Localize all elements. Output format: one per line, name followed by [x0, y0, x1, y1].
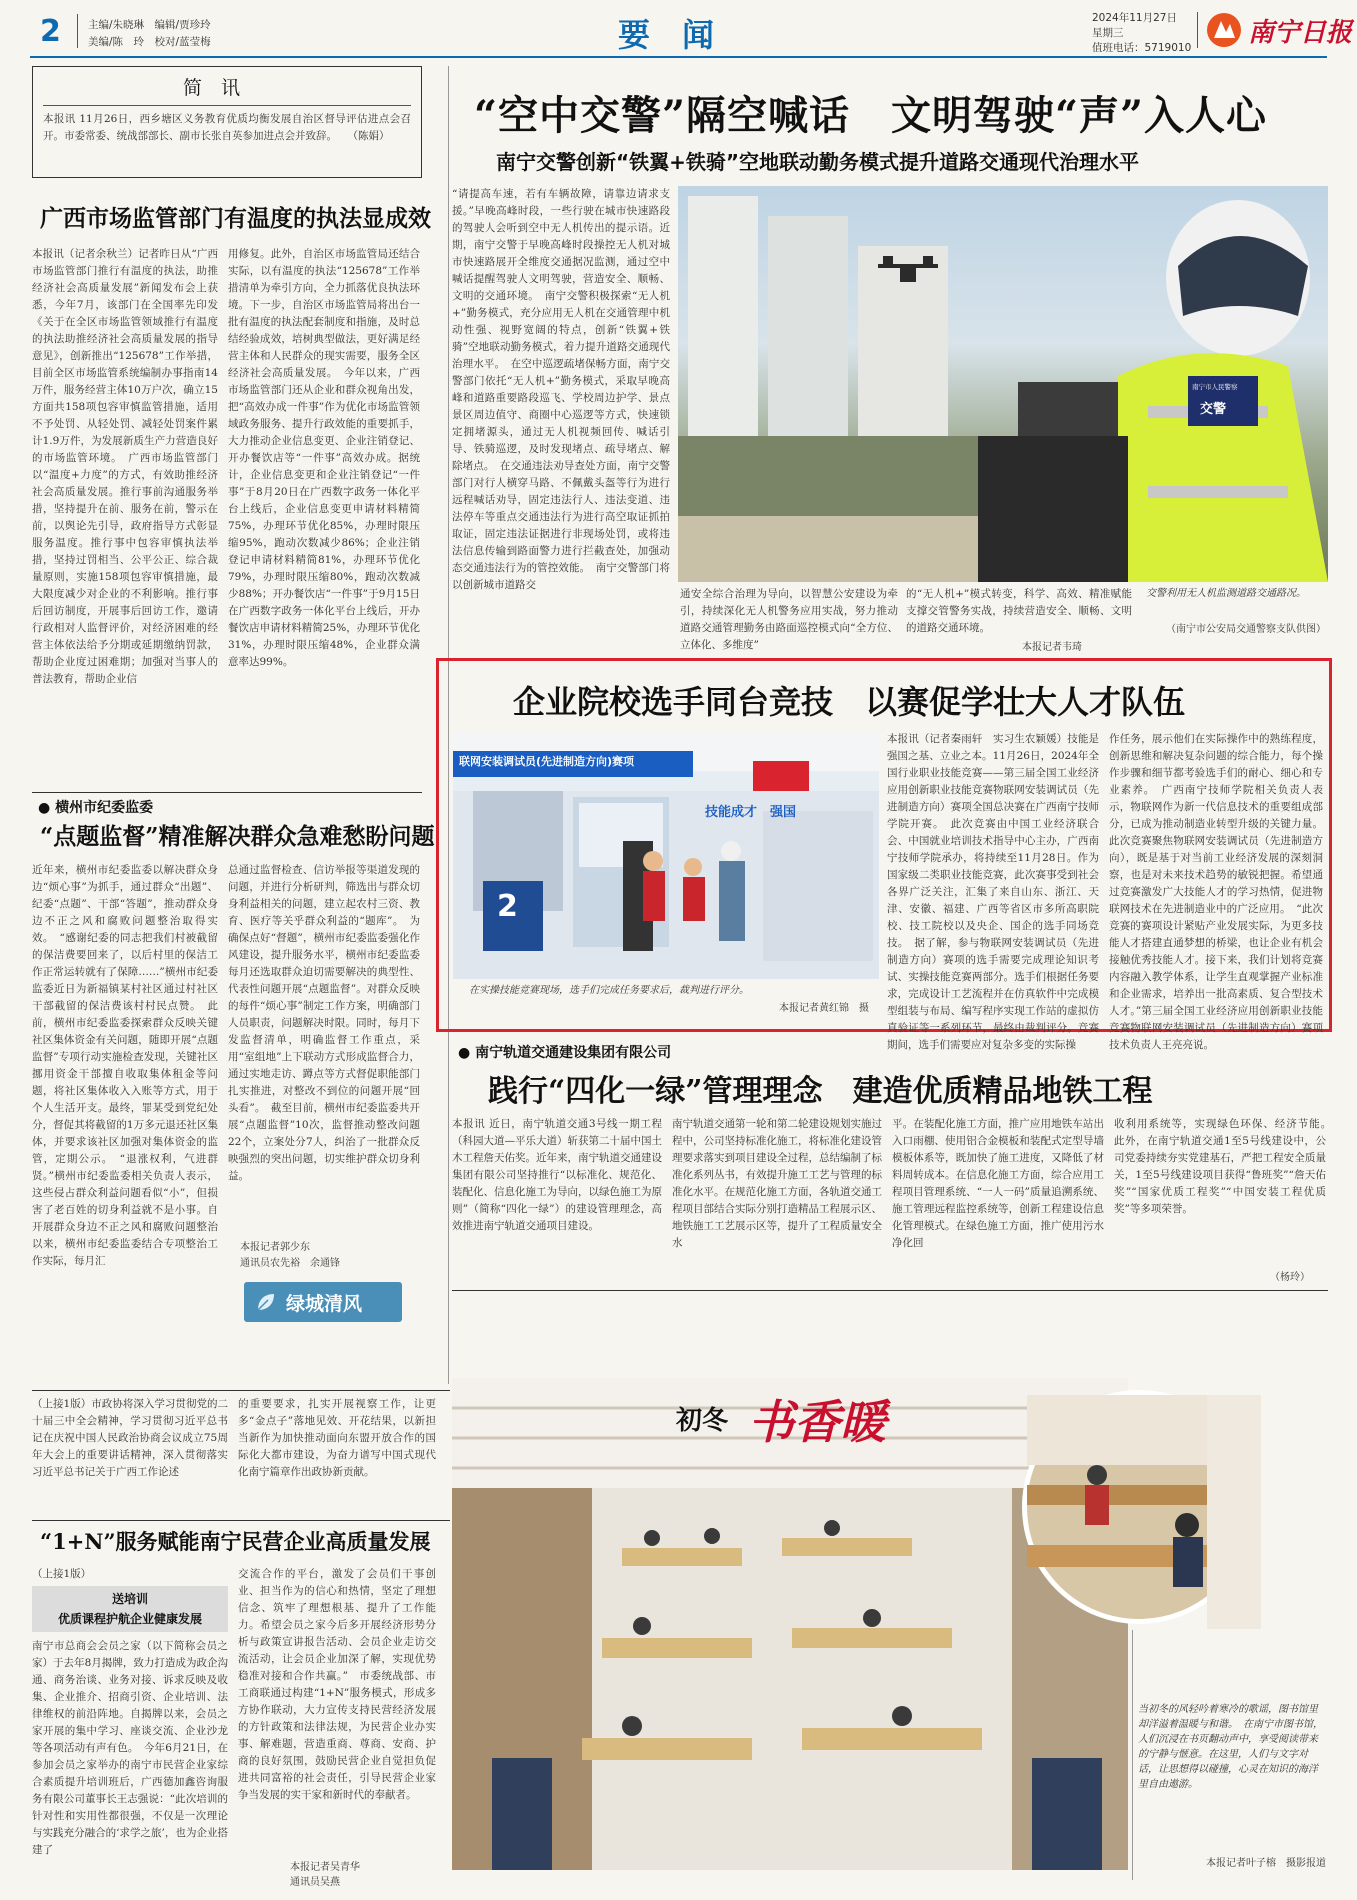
metro-col-2: 南宁轨道交通第一轮和第二轮建设规划实施过程中，公司坚持标准化施工，将标准化建设管理要求落实到项目建设全过程，总结编制了标准化系列丛书，有效提升施工工艺与管理的标准化水平。在规范化施工方面，各轨道交通工程项目部结合实际分别打造精品工程展示区、地铁施工工艺展示区等，提升了工程质量安全水	[672, 1118, 882, 1249]
metro-col-3: 平。在装配化施工方面，推广应用地铁车站出入口雨棚、使用铝合金模板和装配式定型导墙模板体系等，既加快了施工进度，又降低了材料周转成本。在信息化施工方面，综合应用工程项目管理系统、“一人一码”质量追溯系统、施工管理远程监控系统等，创新工程建设信息化管理模式。在绿色施工方面，推广使用污水净化回	[892, 1118, 1104, 1249]
traffic-col-bottom-2: 的“无人机+”模式转变，科学、高效、精准赋能支撑交管警务实战，持续营造安全、顺畅、文明的道路交通环境。	[906, 588, 1132, 634]
private-col-2: 交流合作的平台，激发了会员们干事创业、担当作为的信心和热情，坚定了理想信念、筑牢了理想根基、提升了工作能力。希望会员之家今后多开展经济形势分析与政策宣讲报告活动、会员企业走访交流活动，让会员企业加深了解，实现优势稳准对接和合作共赢。” 市委统战部、市工商联通过构建“1+N”服务模式，形成多方协作联动，大力宣传支持民营经济发展的方针政策和法律法规，为民营企业办实事、解难题，营造重商、尊商、安商、护商的良好氛围，鼓励民营企业自觉担负促进共同富裕的社会责任，引导民营企业家争当发展的实干家和新时代的奉献者。	[238, 1568, 436, 1801]
metro-kicker-text: 南宁轨道交通建设集团有限公司	[475, 1045, 672, 1061]
market-col-1: 本报讯（记者余秋兰）记者昨日从“广西市场监管部门推行有温度的执法，助推经济社会高质量发展”新闻发布会上获悉，今年7月，该部门在全国率先印发《关于在全区市场监管领域推行有温度的执法助推经济社会高质量发展的指导意见》，创新推出“125678”工作举措，目前全区市场监管系统编制办事指南14万件，服务经营主体10万户次，确立15方面共158项包容审慎监管措施，适用不予处罚、从轻处罚、减轻处罚案件累计1.9万件，为发展新质生产力营造良好的市场监管环境。 广西市场监管部门以“温度+力度”的方式，有效助推经济社会高质量发展。推行事前沟通服务举措，坚持提升在前、服务在前，警示在前，以舆论先引导，政府指导方式彰显服务温度。推行事中包容审慎执法举措，坚持过罚相当、公平公正、综合裁量原则，实施158项包容审慎措施，最大限度减少对企业的不利影响。推行事后回访制度，开展事后回访工作，邀请行政相对人监督评价，对经济困难的经营主体依法给予分期或延期缴纳罚款，帮助企业度过困难期；加强对当事人的普法教育，帮助企业信	[32, 248, 218, 685]
market-col-2: 用修复。此外，自治区市场监管局还结合实际，以有温度的执法“125678”工作举措清单为牵引方向，全力抓落优良执法环境。下一步，自治区市场监管局将出台一批有温度的执法配套制度和指施，及时总结经验成效，培树典型做法，更好满足经营主体和人民群众的现实需要，服务全区经济社会高质量发展。 今年以来，广西市场监管部门还从企业和群众视角出发，把“高效办成一件事”作为优化市场监管领域政务服务、提升行政效能的重要抓手，大力推动企业信息变更、企业注销登记、开办餐饮店等“一件事”高效办成。据统计，企业信息变更和企业注销登记“一件事”于8月20日在广西数字政务一体化平台上线后，企业信息变更申请材料精简75%，办理环节优化85%，办理时限压缩95%，跑动次数减少86%；企业注销登记申请材料精简81%，办理环节优化79%，办理时限压缩80%，跑动次数减少88%；开办餐饮店“一件事”于9月15日在广西数字政务一体化平台上线后，开办餐饮店申请材料精简25%，办理环节优化31%，办理时限压缩48%，企业群众满意率达99%。	[228, 248, 420, 668]
issue-weekday: 星期三	[1092, 27, 1124, 39]
contest-banner: 联网安装调试员(先进制造方向)赛项	[459, 755, 635, 768]
contest-photo-credit: 本报记者黄红锦 摄	[779, 1003, 869, 1014]
hengzhou-credit-1: 本报记者郭少东	[240, 1242, 310, 1253]
lvcheng-qingfeng-text: 绿城清风	[286, 1293, 363, 1315]
masthead-logo-icon	[1206, 12, 1242, 48]
page-header	[0, 0, 1357, 58]
traffic-col-left: “请提高车速，若有车辆故障，请靠边请求支援。”早晚高峰时段，一些行驶在城市快速路段的驾驶人会听到空中无人机传出的提示语。近期，南宁交警于早晚高峰时段操控无人机对城市快速路展开全维度交通据况监测，通过空中喊话提醒驾驶人文明驾驶，营造安全、顺畅、文明的交通环境。 南宁交警积极探索“无人机+”勤务模式，充分应用无人机在交通管理中机动性强、视野宽阔的特点，创新“铁翼+铁骑”空地联动勤务模式，着力提升道路交通现代治理水平。 在空中巡逻疏堵保畅方面，南宁交警部门依托“无人机+”勤务模式，采取早晚高峰和道路重要路段巡飞、学校周边护学、景点景区周边值守、商圈中心巡逻等方式，快速锁定拥堵源头，通过无人机视频回传、喊话引导、铁骑巡逻，及时发现堵点、疏导堵点、解除堵点。 在交通违法劝导查处方面，南宁交警部门对行人横穿马路、不佩戴头盔等行为进行远程喊话劝导，固定违法行人、违法变道、违法停车等重点交通违法行为进行高空取证抓拍取证，固定违法证据进行非现场处罚，或将违法信息传输到路面警力进行拦截查处，加强动态交通违法行为的管控效能。 南宁交警部门将以创新城市道路交	[452, 188, 670, 591]
hengzhou-col-1: 近年来，横州市纪委监委以解决群众身边“烦心事”为抓手，通过群众“出题”、纪委“点题”、干部“答题”，推动群众身边不正之风和腐败问题整治取得实效。 “感谢纪委的同志把我们村被截留的保洁费要回来了，以后村里的保洁工作正常运转就有了保障……”横州市纪委监委近日为新福镇某村社区通过村社区干部截留的保洁费该村村民点赞。 此前，横州市纪委监委探索群众反映关键社区集体资金有关问题，随即开展“点题监督”专项行动实施检查发现，关键社区挪用资金干部擅自收取集体租金等问题，将社区集体收入入账等方式，用于个人生活开支。最终，罪某受到党纪处分，督促其将截留的1万多元退还社区集体，并要求该社区加强对集体资金的监管，定期公示。 “退涨权利，气进群贤。”横州市纪委监委相关负责人表示，这些侵占群众利益问题看似“小”，但损害了老百姓的切身利益就不是小事。自开展群众身边不正之风和腐败问题整治以来，横州市纪委监委结合专项整治工作实际，每月汇	[32, 864, 218, 1267]
brief-title: 简 讯	[183, 77, 241, 99]
traffic-photo-caption: 交警利用无人机监测道路交通路况。	[1146, 588, 1306, 599]
private-col-1: 南宁市总商会会员之家（以下简称会员之家）于去年8月揭牌，致力打造成为政企沟通、商务治谈、业务对接、诉求反映及收集、企业推介、招商引资、企业培训、法律维权的前沿阵地。自揭牌以来，会员之家开展的集中学习、座谈交流、企业沙龙等各项活动有声有色。 今年6月21日，在参加会员之家举办的南宁市民营企业家综合素质提升培训班后，广西德加鑫咨询服务有限公司董事长王志强说：“此次培训的针对性和实用性都很强，不仅是一次理论与实践充分融合的‘求学之旅’，也为企业搭建了	[32, 1640, 228, 1856]
vest-text-1: 南宁市人民警察	[1192, 383, 1238, 391]
contest-headline: 企业院校选手同台竞技 以赛促学壮大人才队伍	[513, 683, 1186, 721]
frontpage-continue-col-2: 的重要要求，扎实开展视察工作，让更多“金点子”落地见效、开花结果，以新担当新作为加快推动面向东盟开放合作的国际化大都市建设，为奋力谱写中国式现代化南宁篇章作出政协新贡献。	[238, 1398, 436, 1478]
editor-line-1: 主编/朱晓琳 编辑/贾珍玲	[88, 19, 211, 31]
private-subhead-2: 优质课程护航企业健康发展	[57, 1612, 202, 1626]
reading-caption: 当初冬的风轻吟着寒冷的歌谣，图书馆里却洋溢着温暖与和谐。 在南宁市图书馆，人们沉浸在书页翻动声中，享受阅读带来的宁静与惬意。在这里，人们与文字对话，让思想得以碰撞，心灵在知识的海洋里自由遨游。	[1138, 1704, 1323, 1790]
traffic-headline: “空中交警”隔空喊话 文明驾驶“声”入人心	[474, 92, 1268, 139]
brief-text: 本报讯 11月26日，西乡塘区义务教育优质均衡发展自治区督导评估进点会召开。市委常委、统战部部长、副市长张自英参加进点会并致辞。 （陈娟）	[43, 113, 411, 142]
reading-inset-photo	[1022, 1390, 1256, 1624]
traffic-col-bottom-1: 通安全综合治理为导向，以智慧公安建设为牵引，持续深化无人机警务应用实战，努力推动道路交通管理勤务由路面巡控模式向“全方位、立体化、多维度”	[680, 588, 898, 651]
metro-kicker: ● 南宁轨道交通建设集团有限公司	[458, 1045, 672, 1061]
hengzhou-headline: “点题监督”精准解决群众急难愁盼问题	[40, 823, 435, 850]
metro-col-4: 收利用系统等，实现绿色环保、经济节能。 此外，在南宁轨道交通1至5号线建设中，公司党委持续夯实党建基石，严把工程安全质量关，1至5号线建设项目获得“鲁班奖”“詹天佑奖”“国家优质工程奖”“中国安装工程优质奖”等多项荣誉。	[1114, 1118, 1337, 1215]
private-continue: （上接1版）	[32, 1568, 92, 1580]
contest-photo-caption: 在实操技能竞赛现场，选手们完成任务要求后，裁判进行评分。	[469, 985, 749, 996]
vest-text-2: 交警	[1200, 402, 1227, 417]
contest-frame	[436, 658, 1332, 1051]
brief-box	[32, 66, 422, 178]
contest-wall-text: 技能成才 强国	[705, 805, 797, 820]
private-credit-2: 通讯员吴燕	[290, 1877, 340, 1888]
hengzhou-col-2: 总通过监督检查、信访举报等渠道发现的问题，并进行分析研判，筛选出与群众切身利益相关的问题，建立起农村三资、教育、医疗等关乎群众利益的“题库”。 为确保点好“督题”，横州市纪委监委强化作风建设，提升服务水平，横州市纪委监委每月还选取群众迫切需要解决的典型性、代表性问题开展“点题监督”。对群众反映的每件“烦心事”制定工作方案，明确部门人员职责，问题解决时限。同时，每月下发监督清单，明确监督工作重点，采用“室组地”上下联动方式形成监督合力，通过实地走访、蹲点等方式督促职能部门扎实推进，对整改不到位的问题开展“回头看”。 截至目前，横州市纪委监委共开展“点题监督”10次，监督推动整改问题22个，立案处分7人，纠治了一批群众反映强烈的突出问题，切实维护群众切身利益。	[228, 864, 420, 1182]
leaf-icon	[254, 1290, 278, 1314]
section-title: 要 闻	[618, 16, 715, 54]
traffic-credit: 本报记者韦琦	[1022, 642, 1082, 653]
station-number: 2	[497, 889, 518, 924]
lvcheng-qingfeng-badge	[244, 1282, 402, 1322]
reading-credit: 本报记者叶子榕 摄影报道	[1206, 1858, 1326, 1869]
editor-line-2: 美编/陈 玲 校对/蓝莹梅	[88, 36, 211, 48]
contest-photo	[453, 731, 879, 979]
private-subhead-1: 送培训	[111, 1592, 148, 1606]
private-credit-1: 本报记者吴青华	[290, 1862, 360, 1873]
metro-col-1: 本报讯 近日，南宁轨道交通3号线一期工程（科园大道—平乐大道）斩获第二十届中国土木工程詹天佑奖。近年来，南宁轨道交通建设集团有限公司坚持推行“以标准化、规范化、装配化、信息化施工为导向，以绿色施工为原则”（简称“四化一绿”）的建设管理理念，高效推进南宁轨道交通项目建设。	[452, 1118, 662, 1232]
private-subhead-box	[32, 1586, 228, 1632]
private-headline: “1+N”服务赋能南宁民营企业高质量发展	[40, 1529, 431, 1554]
issue-date: 2024年11月27日	[1092, 12, 1177, 24]
hengzhou-kicker: ● 横州市纪委监委	[38, 800, 154, 816]
metro-headline: 践行“四化一绿”管理理念 建造优质精品地铁工程	[488, 1074, 1153, 1109]
masthead-title: 南宁日报	[1248, 18, 1353, 48]
contest-col-1: 本报讯（记者秦雨轩 实习生农颖媛）技能是强国之基、立业之本。11月26日，2024年全国行业职业技能竞赛——第三届全国工业经济应用创新职业技能竞赛物联网安装调试员（先进制造方向）赛项全国总决赛在广西南宁技师学院开赛。 此次竞赛由中国工业经济联合会、中国就业培训技术指导中心主办，广西南宁技师学院承办，将持续至11月28日。作为国家级二类职业技能竞赛，此次赛事受到社会各界广泛关注，汇集了来自山东、浙江、天津、安徽、福建、广西等省区市多所高职院校、技工院校以及央企、国企的选手同场竞技。 据了解，参与物联网安装调试员（先进制造方向）赛项的选手需要完成理论知识考试、实操技能竞赛两部分。选手们根据任务要求，完成设计工艺流程并在仿真软件中完成模型组装与布局、编写程序实现工作站的虚拟仿真验证等一系列环节，最终由裁判评分。竞赛期间，选手们需要应对复杂多变的实际操	[887, 733, 1099, 1051]
hotline: 值班电话：5719010	[1092, 42, 1192, 54]
hengzhou-credit-2: 通讯员农先裕 余通锋	[240, 1258, 340, 1269]
reading-title-script: 书香暖	[748, 1395, 886, 1449]
traffic-photo-credit: （南宁市公安局交通警察支队供图）	[1166, 624, 1326, 635]
page-number: 2	[40, 14, 61, 49]
frontpage-continue-col-1: （上接1版）市政协将深入学习贯彻党的二十届三中全会精神，学习贯彻习近平总书记在庆祝中国人民政治协商会议成立75周年大会上的重要讲话精神，深入贯彻落实习近平总书记关于广西工作论述	[32, 1398, 228, 1478]
traffic-photo	[678, 186, 1328, 582]
market-headline: 广西市场监管部门有温度的执法显成效	[40, 205, 431, 232]
hengzhou-kicker-text: 横州市纪委监委	[55, 800, 154, 816]
traffic-subhead: 南宁交警创新“铁翼+铁骑”空地联动勤务模式提升道路交通现代治理水平	[496, 150, 1140, 174]
contest-col-2: 作任务，展示他们在实际操作中的熟练程度，创新思维和解决复杂问题的综合能力，每个操作步骤和细节都考验选手们的耐心、细心和专业素养。 广西南宁技师学院相关负责人表示，物联网作为新一代信息技术的重要组成部分，已成为推动制造业转型升级的关键力量。此次竞赛聚焦物联网安装调试员（先进制造方向），既是基于对当前工业经济发展的深刻洞察，也是对未来技术趋势的敏锐把握。希望通过竞赛激发广大技能人才的学习热情，促进物联网技术在先进制造业中的广泛应用。 “此次竞赛的赛项设计紧贴产业发展实际，为更多技能人才搭建直通梦想的桥梁，也让企业有机会接触优秀技能人才。接下来，我们计划将竞赛内容融入教学体系，让学生直观掌握产业标准和企业需求，培养出一批高素质、复合型技术人才。”第三届全国工业经济应用创新职业技能竞赛物联网安装调试员（先进制造方向）赛项技术负责人王亮亮说。	[1109, 733, 1323, 1051]
metro-credit: （杨玲）	[1270, 1272, 1310, 1283]
reading-title-prefix: 初冬	[676, 1406, 729, 1436]
